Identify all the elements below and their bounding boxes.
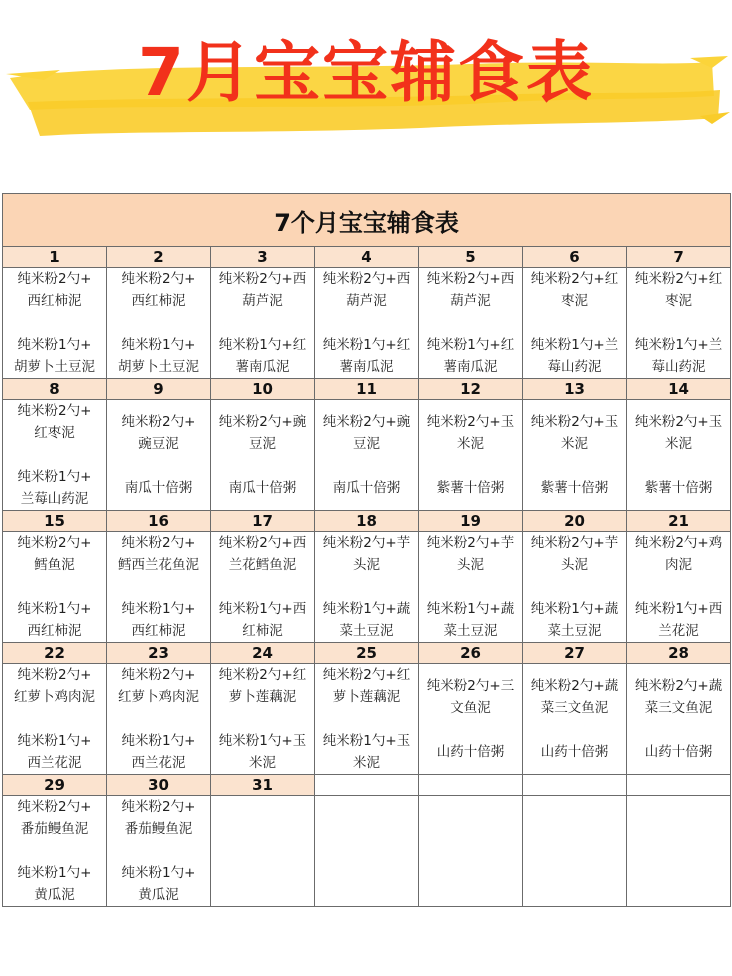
feeding-calendar-table [2, 193, 731, 907]
second-meal-line: 菜土豆泥 [547, 623, 602, 639]
first-meal-line: 纯米粉2勺+ [121, 667, 196, 683]
second-meal-line: 山药十倍粥 [644, 744, 713, 760]
meal-cell [627, 532, 731, 643]
day-number: 18 [315, 511, 419, 532]
second-meal-line: 薯南瓜泥 [235, 359, 290, 375]
day-number: 26 [419, 643, 523, 664]
meal-cell [211, 664, 315, 775]
empty-meal-cell [419, 796, 523, 907]
day-number: 8 [3, 379, 107, 400]
day-number: 22 [3, 643, 107, 664]
day-number: 14 [627, 379, 731, 400]
second-meal-line: 纯米粉1勺+蔬 [322, 601, 411, 617]
empty-day-cell [315, 775, 419, 796]
first-meal-line: 纯米粉2勺+红 [634, 271, 723, 287]
meal-spacer [211, 312, 314, 334]
first-meal-line: 纯米粉2勺+ [17, 799, 92, 815]
day-number: 20 [523, 511, 627, 532]
second-meal-line: 西红柿泥 [131, 623, 186, 639]
meal-cell [419, 268, 523, 379]
second-meal-line: 米泥 [353, 755, 380, 771]
second-meal-line: 兰花泥 [658, 623, 699, 639]
meal-spacer [3, 312, 106, 334]
first-meal-line: 菜三文鱼泥 [540, 700, 609, 716]
second-meal-line: 纯米粉1勺+ [17, 601, 92, 617]
second-meal-line: 纯米粉1勺+玉 [218, 733, 307, 749]
second-meal-line: 紫薯十倍粥 [644, 480, 713, 496]
meal-spacer [627, 312, 730, 334]
meal-cell [523, 400, 627, 511]
second-meal-line: 纯米粉1勺+ [121, 865, 196, 881]
first-meal-line: 纯米粉2勺+ [17, 535, 92, 551]
meal-spacer [419, 455, 522, 477]
meal-cell [3, 664, 107, 775]
second-meal-line: 胡萝卜土豆泥 [14, 359, 95, 375]
day-number: 21 [627, 511, 731, 532]
second-meal-line: 纯米粉1勺+红 [218, 337, 307, 353]
first-meal-line: 纯米粉2勺+芋 [530, 535, 619, 551]
meal-spacer [627, 455, 730, 477]
second-meal-line: 纯米粉1勺+西 [218, 601, 307, 617]
day-number: 5 [419, 247, 523, 268]
day-number: 13 [523, 379, 627, 400]
meal-spacer [627, 576, 730, 598]
day-number: 1 [3, 247, 107, 268]
second-meal-line: 纯米粉1勺+兰 [530, 337, 619, 353]
day-number: 4 [315, 247, 419, 268]
second-meal-line: 西红柿泥 [27, 623, 82, 639]
first-meal-line: 枣泥 [665, 293, 693, 309]
meal-cell [627, 268, 731, 379]
meal-cell [107, 796, 211, 907]
day-number-row [3, 643, 731, 664]
first-meal-line: 豆泥 [353, 436, 380, 452]
meal-cell [315, 268, 419, 379]
first-meal-line: 萝卜莲藕泥 [228, 689, 297, 705]
second-meal-line: 纯米粉1勺+西 [634, 601, 723, 617]
meal-cell [107, 268, 211, 379]
first-meal-line: 纯米粉2勺+玉 [634, 414, 723, 430]
meal-cell [627, 400, 731, 511]
second-meal-line: 纯米粉1勺+蔬 [426, 601, 515, 617]
day-number: 9 [107, 379, 211, 400]
first-meal-line: 米泥 [665, 436, 693, 452]
meal-spacer [107, 840, 210, 862]
meal-spacer [211, 455, 314, 477]
first-meal-line: 葫芦泥 [346, 293, 387, 309]
first-meal-line: 纯米粉2勺+蔬 [530, 678, 619, 694]
first-meal-line: 西红柿泥 [27, 293, 82, 309]
second-meal-line: 纯米粉1勺+蔬 [530, 601, 619, 617]
day-number: 30 [107, 775, 211, 796]
first-meal-line: 红萝卜鸡肉泥 [14, 689, 95, 705]
first-meal-line: 葫芦泥 [242, 293, 283, 309]
meal-spacer [107, 708, 210, 730]
meal-spacer [3, 444, 106, 466]
page-title: 7月宝宝辅食表 [138, 34, 594, 111]
second-meal-line: 山药十倍粥 [540, 744, 609, 760]
first-meal-line: 纯米粉2勺+蔬 [634, 678, 723, 694]
second-meal-line: 纯米粉1勺+ [17, 865, 92, 881]
meal-spacer [211, 708, 314, 730]
first-meal-line: 纯米粉2勺+芋 [426, 535, 515, 551]
first-meal-line: 纯米粉2勺+鸡 [634, 535, 723, 551]
first-meal-line: 纯米粉2勺+ [17, 271, 92, 287]
meal-cell [3, 268, 107, 379]
day-number: 17 [211, 511, 315, 532]
day-number: 15 [3, 511, 107, 532]
second-meal-line: 纯米粉1勺+玉 [322, 733, 411, 749]
meal-spacer [3, 576, 106, 598]
first-meal-line: 鳕西兰花鱼泥 [118, 557, 199, 573]
first-meal-line: 米泥 [561, 436, 588, 452]
meal-spacer [627, 719, 730, 741]
meal-spacer [419, 312, 522, 334]
second-meal-line: 黄瓜泥 [34, 887, 75, 903]
meal-row [3, 268, 731, 379]
first-meal-line: 纯米粉2勺+芋 [322, 535, 411, 551]
first-meal-line: 头泥 [457, 557, 484, 573]
table-title: 7个月宝宝辅食表 [3, 194, 731, 247]
second-meal-line: 南瓜十倍粥 [332, 480, 401, 496]
second-meal-line: 薯南瓜泥 [443, 359, 498, 375]
empty-day-cell [523, 775, 627, 796]
empty-day-cell [627, 775, 731, 796]
second-meal-line: 纯米粉1勺+ [17, 469, 92, 485]
meal-spacer [315, 708, 418, 730]
second-meal-line: 纯米粉1勺+红 [322, 337, 411, 353]
second-meal-line: 西兰花泥 [131, 755, 186, 771]
first-meal-line: 番茄鳗鱼泥 [20, 821, 89, 837]
meal-cell [419, 400, 523, 511]
first-meal-line: 纯米粉2勺+红 [530, 271, 619, 287]
first-meal-line: 纯米粉2勺+豌 [218, 414, 307, 430]
meal-cell [107, 400, 211, 511]
first-meal-line: 兰花鳕鱼泥 [228, 557, 297, 573]
first-meal-line: 纯米粉2勺+玉 [426, 414, 515, 430]
day-number: 27 [523, 643, 627, 664]
meal-spacer [107, 576, 210, 598]
meal-row [3, 400, 731, 511]
first-meal-line: 纯米粉2勺+西 [218, 271, 307, 287]
first-meal-line: 纯米粉2勺+西 [218, 535, 307, 551]
day-number: 6 [523, 247, 627, 268]
first-meal-line: 纯米粉2勺+ [121, 414, 196, 430]
meal-row [3, 796, 731, 907]
first-meal-line: 纯米粉2勺+豌 [322, 414, 411, 430]
first-meal-line: 纯米粉2勺+ [17, 667, 92, 683]
meal-spacer [419, 576, 522, 598]
day-number: 7 [627, 247, 731, 268]
day-number: 23 [107, 643, 211, 664]
second-meal-line: 西兰花泥 [27, 755, 82, 771]
second-meal-line: 纯米粉1勺+ [121, 337, 196, 353]
empty-meal-cell [627, 796, 731, 907]
meal-spacer [523, 455, 626, 477]
first-meal-line: 纯米粉2勺+三 [426, 678, 515, 694]
day-number: 19 [419, 511, 523, 532]
second-meal-line: 纯米粉1勺+ [17, 733, 92, 749]
day-number-row [3, 775, 731, 796]
day-number: 3 [211, 247, 315, 268]
meal-spacer [315, 576, 418, 598]
meal-cell [315, 532, 419, 643]
first-meal-line: 米泥 [457, 436, 484, 452]
meal-cell [3, 400, 107, 511]
second-meal-line: 薯南瓜泥 [339, 359, 394, 375]
meal-cell [315, 664, 419, 775]
meal-cell [627, 664, 731, 775]
first-meal-line: 纯米粉2勺+西 [426, 271, 515, 287]
meal-cell [419, 664, 523, 775]
first-meal-line: 肉泥 [665, 557, 693, 573]
meal-spacer [107, 312, 210, 334]
meal-spacer [315, 312, 418, 334]
empty-meal-cell [315, 796, 419, 907]
second-meal-line: 菜土豆泥 [339, 623, 394, 639]
day-number: 28 [627, 643, 731, 664]
second-meal-line: 菜土豆泥 [443, 623, 498, 639]
meal-cell [523, 268, 627, 379]
second-meal-line: 紫薯十倍粥 [436, 480, 505, 496]
meal-cell [107, 664, 211, 775]
first-meal-line: 豌豆泥 [138, 436, 179, 452]
second-meal-line: 纯米粉1勺+ [121, 601, 196, 617]
first-meal-line: 枣泥 [561, 293, 588, 309]
second-meal-line: 纯米粉1勺+兰 [634, 337, 723, 353]
first-meal-line: 菜三文鱼泥 [644, 700, 713, 716]
meal-spacer [3, 840, 106, 862]
first-meal-line: 头泥 [561, 557, 588, 573]
day-number-row [3, 511, 731, 532]
meal-cell [211, 400, 315, 511]
meal-spacer [107, 455, 210, 477]
second-meal-line: 纯米粉1勺+ [17, 337, 92, 353]
meal-cell [107, 532, 211, 643]
second-meal-line: 南瓜十倍粥 [124, 480, 193, 496]
first-meal-line: 纯米粉2勺+玉 [530, 414, 619, 430]
day-number: 16 [107, 511, 211, 532]
second-meal-line: 胡萝卜土豆泥 [118, 359, 199, 375]
second-meal-line: 莓山药泥 [547, 359, 602, 375]
day-number-row [3, 247, 731, 268]
day-number-row [3, 379, 731, 400]
meal-cell [3, 796, 107, 907]
header-banner [0, 0, 732, 160]
second-meal-line: 山药十倍粥 [436, 744, 505, 760]
second-meal-line: 紫薯十倍粥 [540, 480, 609, 496]
meal-row [3, 532, 731, 643]
second-meal-line: 南瓜十倍粥 [228, 480, 297, 496]
day-number: 2 [107, 247, 211, 268]
feeding-calendar [2, 193, 730, 907]
second-meal-line: 纯米粉1勺+红 [426, 337, 515, 353]
first-meal-line: 纯米粉2勺+ [121, 271, 196, 287]
second-meal-line: 纯米粉1勺+ [121, 733, 196, 749]
meal-cell [523, 532, 627, 643]
meal-cell [315, 400, 419, 511]
meal-spacer [523, 719, 626, 741]
meal-spacer [419, 719, 522, 741]
meal-cell [419, 532, 523, 643]
day-number: 11 [315, 379, 419, 400]
meal-spacer [523, 576, 626, 598]
first-meal-line: 纯米粉2勺+ [121, 799, 196, 815]
empty-day-cell [419, 775, 523, 796]
meal-row [3, 664, 731, 775]
meal-spacer [315, 455, 418, 477]
second-meal-line: 莓山药泥 [651, 359, 706, 375]
meal-cell [211, 268, 315, 379]
first-meal-line: 纯米粉2勺+ [17, 403, 92, 419]
first-meal-line: 豆泥 [249, 436, 276, 452]
meal-spacer [3, 708, 106, 730]
second-meal-line: 黄瓜泥 [138, 887, 179, 903]
first-meal-line: 葫芦泥 [450, 293, 491, 309]
first-meal-line: 头泥 [353, 557, 380, 573]
first-meal-line: 鳕鱼泥 [34, 557, 75, 573]
first-meal-line: 纯米粉2勺+红 [218, 667, 307, 683]
first-meal-line: 红枣泥 [34, 425, 75, 441]
first-meal-line: 萝卜莲藕泥 [332, 689, 401, 705]
second-meal-line: 红柿泥 [242, 623, 283, 639]
day-number: 10 [211, 379, 315, 400]
meal-spacer [211, 576, 314, 598]
first-meal-line: 西红柿泥 [131, 293, 186, 309]
second-meal-line: 兰莓山药泥 [20, 491, 89, 507]
day-number: 25 [315, 643, 419, 664]
day-number: 29 [3, 775, 107, 796]
day-number: 12 [419, 379, 523, 400]
meal-cell [523, 664, 627, 775]
first-meal-line: 番茄鳗鱼泥 [124, 821, 193, 837]
meal-cell [211, 532, 315, 643]
meal-cell [3, 532, 107, 643]
empty-meal-cell [523, 796, 627, 907]
meal-cell [211, 796, 315, 907]
first-meal-line: 纯米粉2勺+红 [322, 667, 411, 683]
day-number: 24 [211, 643, 315, 664]
first-meal-line: 纯米粉2勺+ [121, 535, 196, 551]
day-number: 31 [211, 775, 315, 796]
first-meal-line: 文鱼泥 [450, 700, 491, 716]
first-meal-line: 红萝卜鸡肉泥 [118, 689, 199, 705]
second-meal-line: 米泥 [249, 755, 276, 771]
first-meal-line: 纯米粉2勺+西 [322, 271, 411, 287]
meal-spacer [523, 312, 626, 334]
